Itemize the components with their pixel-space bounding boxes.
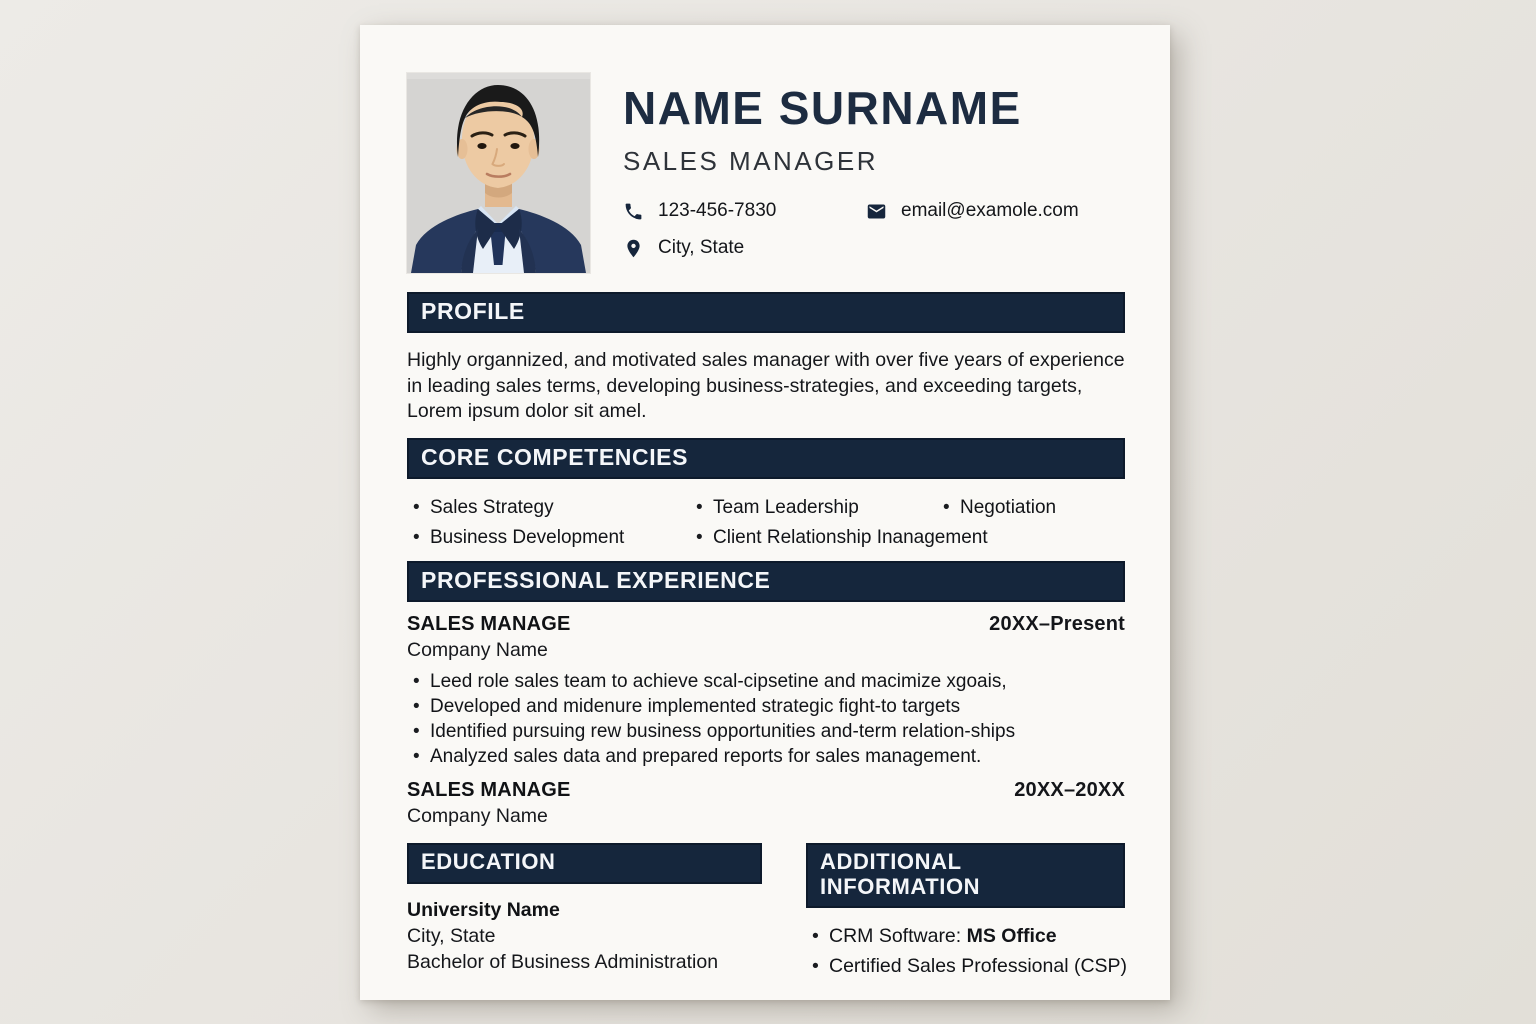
competencies-section-heading: CORE COMPETENCIES [407, 438, 1125, 479]
education-column [407, 843, 762, 980]
experience-section-heading: PROFESSIONAL EXPERIENCE [407, 561, 1125, 602]
job-header [407, 613, 1125, 636]
job-dates: 20XX–Present [989, 613, 1125, 636]
job-role: SALES MANAGE [407, 613, 571, 636]
additional-item: Certified Sales Professional (CSP) [829, 954, 1128, 977]
job-bullet: Analyzed sales data and prepared reports for sales management. [430, 746, 982, 768]
job-company: Company Name [407, 805, 548, 828]
competency-item: Business Development [430, 527, 625, 549]
resume-header [407, 73, 1125, 273]
person-job-title: SALES MANAGER [623, 146, 879, 177]
competency-item: Team Leadership [713, 497, 859, 519]
education-section-heading: EDUCATION [407, 843, 762, 883]
competency-item: Client Relationship Inanagement [713, 527, 988, 549]
bottom-columns [407, 843, 1128, 980]
competency-item: Sales Strategy [430, 497, 554, 519]
additional-section-heading: ADDITIONAL INFORMATION [806, 843, 1125, 907]
resume-page [360, 25, 1170, 1000]
profile-section-heading: PROFILE [407, 292, 1125, 333]
header-identity [623, 73, 1125, 273]
job-bullet: Identified pursuing rew business opportunities and-term relation-ships [430, 721, 1016, 743]
job-dates: 20XX–20XX [1014, 779, 1125, 802]
competencies-list [407, 493, 1125, 553]
job-bullet: Developed and midenure implemented strategic fight-to targets [430, 696, 961, 718]
education-location: City, State [407, 924, 496, 947]
job-company: Company Name [407, 639, 548, 662]
email-icon [866, 201, 887, 222]
job-bullet: Leed role sales team to achieve scal-cipsetine and macimize xgoais, [430, 671, 1007, 693]
job-bullet-list [407, 669, 1125, 769]
email-contact [866, 200, 1125, 222]
location-contact [623, 237, 866, 259]
email-address: email@examole.com [901, 200, 1079, 222]
experience-entry [407, 779, 1125, 828]
phone-number: 123-456-7830 [658, 200, 777, 222]
portrait-illustration [407, 73, 590, 273]
phone-contact [623, 200, 866, 222]
university-name: University Name [407, 898, 560, 921]
job-header [407, 779, 1125, 802]
competencies-column [690, 493, 988, 553]
phone-icon [623, 201, 644, 222]
additional-info-list [806, 921, 1128, 981]
profile-photo [407, 73, 590, 273]
profile-summary: Highly organnized, and motivated sales manager with over five years of experience in leading sales terms, developing business-strategies, and exceeding targets, Lorem ipsum dolor sit amel. [407, 349, 1125, 423]
job-role: SALES MANAGE [407, 779, 571, 802]
person-name: NAME SURNAME [623, 82, 1022, 134]
experience-entry [407, 613, 1125, 769]
competencies-column [407, 493, 690, 553]
additional-info-column [806, 843, 1128, 980]
additional-item: CRM Software: MS Office [829, 924, 1057, 947]
education-degree: Bachelor of Business Administration [407, 950, 719, 973]
competency-item: Negotiation [960, 497, 1057, 519]
location-text: City, State [658, 237, 745, 259]
education-details [407, 897, 762, 975]
location-pin-icon [623, 238, 644, 259]
contact-info [623, 200, 1125, 259]
